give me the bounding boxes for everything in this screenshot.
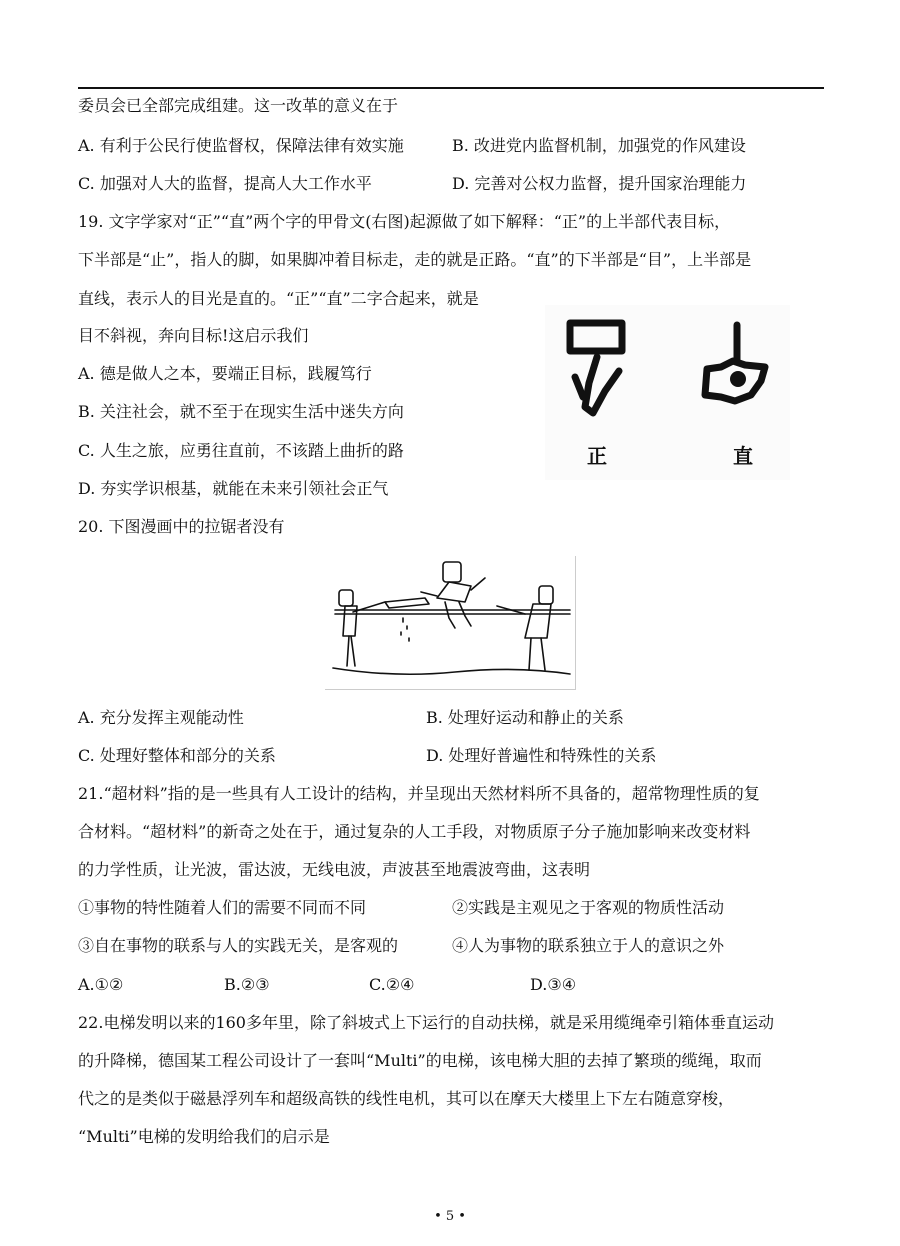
q18-option-b: B. 改进党内监督机制，加强党的作风建设: [452, 136, 746, 155]
zheng-glyph: [570, 323, 622, 413]
q21-option-c: C.②④: [369, 975, 415, 994]
q19-option-c: C. 人生之旅，应勇往直前，不该踏上曲折的路: [78, 441, 404, 460]
q22-stem-line: “Multi”电梯的发明给我们的启示是: [78, 1127, 330, 1146]
q19-stem-line: 目不斜视，奔向目标!这启示我们: [78, 326, 309, 345]
q20-stem: 20. 下图漫画中的拉锯者没有: [78, 517, 285, 536]
q21-statement-3: ③自在事物的联系与人的实践无关，是客观的: [78, 936, 399, 955]
q21-stem-line: 合材料。“超材料”的新奇之处在于，通过复杂的人工手段，对物质原子分子施加影响来改变材料: [78, 822, 751, 841]
q22-stem-line: 的升降梯，德国某工程公司设计了一套叫“Multi”的电梯，该电梯大胆的去掉了繁琐的缆绳，取而: [78, 1051, 762, 1070]
header-rule: [78, 87, 824, 89]
q21-statement-4: ④人为事物的联系独立于人的意识之外: [452, 936, 725, 955]
q20-option-a: A. 充分发挥主观能动性: [78, 708, 244, 727]
oracle-bone-figure: [545, 305, 790, 480]
q22-stem-line: 22.电梯发明以来的160多年里，除了斜坡式上下运行的自动扶梯，就是采用缆绳牵引箱体垂直运动: [78, 1013, 774, 1032]
cartoon-drawing: [325, 556, 575, 689]
page-number: • 5 •: [434, 1209, 466, 1224]
q21-statement-2: ②实践是主观见之于客观的物质性活动: [452, 898, 725, 917]
q18-stem: 委员会已全部完成组建。这一改革的意义在于: [78, 96, 399, 115]
q18-option-d: D. 完善对公权力监督，提升国家治理能力: [452, 174, 747, 193]
q20-option-b: B. 处理好运动和静止的关系: [426, 708, 624, 727]
sawing-cartoon: [325, 556, 576, 690]
q18-option-c: C. 加强对人大的监督，提高人大工作水平: [78, 174, 372, 193]
zhi-glyph: [705, 325, 765, 401]
zhi-label: 直: [733, 444, 753, 468]
q22-stem-line: 代之的是类似于磁悬浮列车和超级高铁的线性电机，其可以在摩天大楼里上下左右随意穿梭，: [78, 1089, 735, 1108]
q19-stem-line: 下半部是“止”，指人的脚，如果脚冲着目标走，走的就是正路。“直”的下半部是“目”，上半部是: [78, 250, 752, 269]
q21-statement-1: ①事物的特性随着人们的需要不同而不同: [78, 898, 367, 917]
q18-option-a: A. 有利于公民行使监督权，保障法律有效实施: [78, 136, 404, 155]
q21-option-b: B.②③: [224, 975, 270, 994]
q21-option-d: D.③④: [530, 975, 577, 994]
q20-option-c: C. 处理好整体和部分的关系: [78, 746, 276, 765]
q19-option-a: A. 德是做人之本，要端正目标，践履笃行: [78, 364, 372, 383]
zheng-label: 正: [587, 444, 607, 468]
q19-option-b: B. 关注社会，就不至于在现实生活中迷失方向: [78, 402, 404, 421]
q21-stem-line: 的力学性质，让光波，雷达波，无线电波，声波甚至地震波弯曲，这表明: [78, 860, 591, 879]
q20-option-d: D. 处理好普遍性和特殊性的关系: [426, 746, 657, 765]
q19-stem-line: 直线，表示人的目光是直的。“正”“直”二字合起来，就是: [78, 289, 479, 308]
q19-option-d: D. 夯实学识根基，就能在未来引领社会正气: [78, 479, 389, 498]
oracle-bone-glyphs: [545, 305, 790, 480]
q19-stem-line: 19. 文字学家对“正”“直”两个字的甲骨文(右图)起源做了如下解释：“正”的上半部代表目标，: [78, 212, 731, 231]
q21-option-a: A.①②: [78, 975, 124, 994]
q21-stem-line: 21.“超材料”指的是一些具有人工设计的结构，并呈现出天然材料所不具备的，超常物理性质的复: [78, 784, 760, 803]
